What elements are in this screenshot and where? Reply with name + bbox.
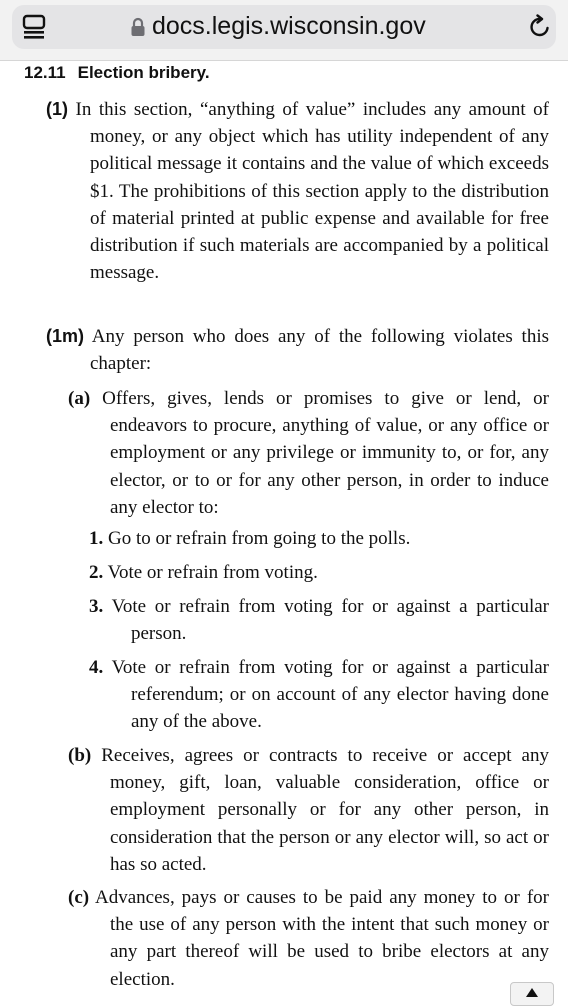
lock-icon xyxy=(130,17,146,37)
section-heading xyxy=(24,62,210,84)
item-text: Go to or refrain from going to the polls. xyxy=(108,528,411,549)
item-text: Vote or refrain from voting for or against a particular person. xyxy=(111,596,549,645)
paragraph-text: Advances, pays or causes to be paid any money to or for the use of any person with the intent that such money or any part thereof will be used to bribe electors at any election. xyxy=(95,887,549,990)
list-item xyxy=(89,559,549,586)
subsection-mark: (1) xyxy=(46,99,68,119)
paragraph-a xyxy=(68,385,549,521)
list-item xyxy=(89,654,549,736)
item-mark: 2. xyxy=(89,562,104,583)
url-text[interactable]: docs.legis.wisconsin.gov xyxy=(152,12,426,40)
statute-content xyxy=(0,60,568,1000)
paragraph-mark: (b) xyxy=(68,745,92,766)
paragraph-mark: (c) xyxy=(68,887,90,908)
item-text: Vote or refrain from voting for or against a particular referendum; or on account of any elector having done any of the above. xyxy=(111,657,549,733)
reader-mode-icon[interactable] xyxy=(22,14,46,40)
section-title: Election bribery. xyxy=(77,63,210,82)
item-mark: 4. xyxy=(89,657,104,678)
paragraph-c xyxy=(68,884,549,993)
paragraph-text: Receives, agrees or contracts to receive or accept any money, gift, loan, valuable consideration, office or employment personally or for any other person, in consideration that the person or any elector will, so act or has so acted. xyxy=(101,745,549,875)
list-item xyxy=(89,525,549,552)
item-mark: 1. xyxy=(89,528,104,549)
subsection-1m xyxy=(46,323,549,377)
scroll-to-top-button[interactable] xyxy=(510,982,554,1006)
paragraph-b xyxy=(68,742,549,878)
item-mark: 3. xyxy=(89,596,104,617)
address-bar[interactable] xyxy=(12,5,556,49)
item-text: Vote or refrain from voting. xyxy=(107,562,318,583)
browser-toolbar xyxy=(0,0,568,61)
subsection-text: In this section, “anything of value” includes any amount of money, or any object which has utility independent of any political message it contains and the value of which exceeds $1. The prohibitions of this section apply to the distribution of material printed at public expense and available for free distribution if such materials are accompanied by a political message. xyxy=(75,99,550,284)
up-arrow-icon xyxy=(526,988,538,997)
section-number: 12.11 xyxy=(24,63,66,82)
reload-icon[interactable] xyxy=(527,14,553,40)
subsection-mark: (1m) xyxy=(46,326,85,346)
subsection-1 xyxy=(46,96,549,286)
list-item xyxy=(89,593,549,647)
paragraph-text: Offers, gives, lends or promises to give or lend, or endeavors to procure, anything of value, or any office or employment or any privilege or immunity to, or for, any elector, or to or for any other person, in order to induce any elector to: xyxy=(102,388,549,518)
paragraph-mark: (a) xyxy=(68,388,91,409)
subsection-text: Any person who does any of the following violates this chapter: xyxy=(90,326,549,375)
